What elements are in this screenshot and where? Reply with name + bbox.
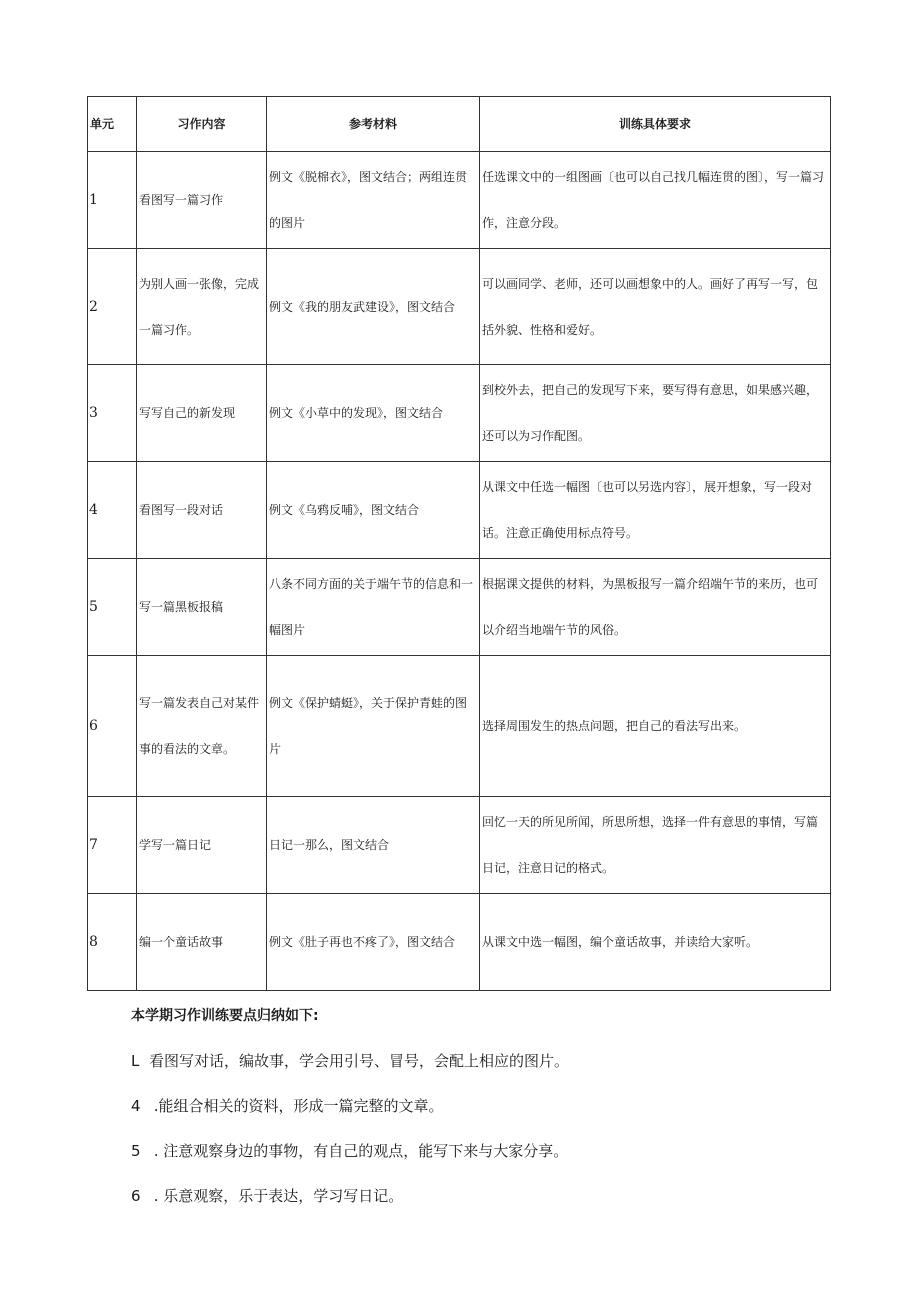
table-header-row (88, 97, 831, 152)
summary-point-text: . 乐意观察，乐于表达，学习写日记。 (149, 1187, 404, 1205)
summary-section (131, 1004, 831, 1208)
cell-requirement: 到校外去，把自己的发现写下来，要写得有意思，如果感兴趣，还可以为习作配图。 (480, 365, 831, 462)
cell-content: 写一篇黑板报稿 (137, 559, 267, 656)
cell-material: 例文《肚子再也不疼了》，图文结合 (267, 894, 480, 991)
table-row (88, 249, 831, 365)
table-row (88, 656, 831, 797)
cell-material: 例文《我的朋友武建设》，图文结合 (267, 249, 480, 365)
summary-heading: 本学期习作训练要点归纳如下: (131, 1008, 319, 1024)
cell-content: 学写一篇日记 (137, 797, 267, 894)
cell-requirement: 从课文中任选一幅图〔也可以另选内容〕，展开想象，写一段对话。注意正确使用标点符号。 (480, 462, 831, 559)
table-row (88, 152, 831, 249)
writing-plan-table (87, 96, 831, 991)
summary-point (131, 1139, 831, 1163)
cell-material: 日记一那么，图文结合 (267, 797, 480, 894)
cell-unit: 5 (88, 559, 137, 656)
table-row (88, 797, 831, 894)
header-content: 习作内容 (137, 97, 267, 152)
table-row (88, 559, 831, 656)
cell-unit: 2 (88, 249, 137, 365)
summary-point (131, 1184, 831, 1208)
cell-requirement: 任选课文中的一组图画〔也可以自己找几幅连贯的图〕，写一篇习作，注意分段。 (480, 152, 831, 249)
cell-unit: 7 (88, 797, 137, 894)
table-row (88, 462, 831, 559)
header-material: 参考材料 (267, 97, 480, 152)
cell-unit: 3 (88, 365, 137, 462)
header-unit: 单元 (88, 97, 137, 152)
cell-unit: 4 (88, 462, 137, 559)
table-row (88, 365, 831, 462)
cell-requirement: 从课文中选一幅图，编个童话故事，并读给大家听。 (480, 894, 831, 991)
cell-unit: 8 (88, 894, 137, 991)
cell-requirement: 可以画同学、老师，还可以画想象中的人。画好了再写一写，包括外貌、性格和爱好。 (480, 249, 831, 365)
table-row (88, 894, 831, 991)
cell-content: 看图写一篇习作 (137, 152, 267, 249)
cell-content: 为别人画一张像，完成一篇习作。 (137, 249, 267, 365)
cell-requirement: 回忆一天的所见所闻，所思所想，选择一件有意思的事情，写篇日记，注意日记的格式。 (480, 797, 831, 894)
summary-point-number: 6 (131, 1187, 141, 1205)
cell-content: 写一篇发表自己对某件事的看法的文章。 (137, 656, 267, 797)
cell-unit: 1 (88, 152, 137, 249)
cell-requirement: 根据课文提供的材料，为黑板报写一篇介绍端午节的来历，也可以介绍当地端午节的风俗。 (480, 559, 831, 656)
cell-material: 例文《保护蜻蜓》，关于保护青蛙的图片 (267, 656, 480, 797)
summary-point-text: .能组合相关的资料，形成一篇完整的文章。 (149, 1097, 444, 1115)
summary-point-text: 看图写对话，编故事，学会用引号、冒号，会配上相应的图片。 (149, 1052, 570, 1070)
summary-point (131, 1049, 831, 1073)
summary-point-number: 5 (131, 1142, 141, 1160)
summary-point-text: . 注意观察身边的事物，有自己的观点，能写下来与大家分享。 (149, 1142, 569, 1160)
cell-material: 八条不同方面的关于端午节的信息和一幅图片 (267, 559, 480, 656)
summary-point (131, 1094, 831, 1118)
cell-content: 看图写一段对话 (137, 462, 267, 559)
cell-material: 例文《乌鸦反哺》，图文结合 (267, 462, 480, 559)
cell-content: 写写自己的新发现 (137, 365, 267, 462)
cell-requirement: 选择周围发生的热点问题，把自己的看法写出来。 (480, 656, 831, 797)
header-requirement: 训练具体要求 (480, 97, 831, 152)
summary-point-number: L (131, 1052, 140, 1070)
cell-unit: 6 (88, 656, 137, 797)
cell-material: 例文《小草中的发现》，图文结合 (267, 365, 480, 462)
cell-content: 编一个童话故事 (137, 894, 267, 991)
cell-material: 例文《脱棉衣》，图文结合；两组连贯的图片 (267, 152, 480, 249)
summary-point-number: 4 (131, 1097, 141, 1115)
